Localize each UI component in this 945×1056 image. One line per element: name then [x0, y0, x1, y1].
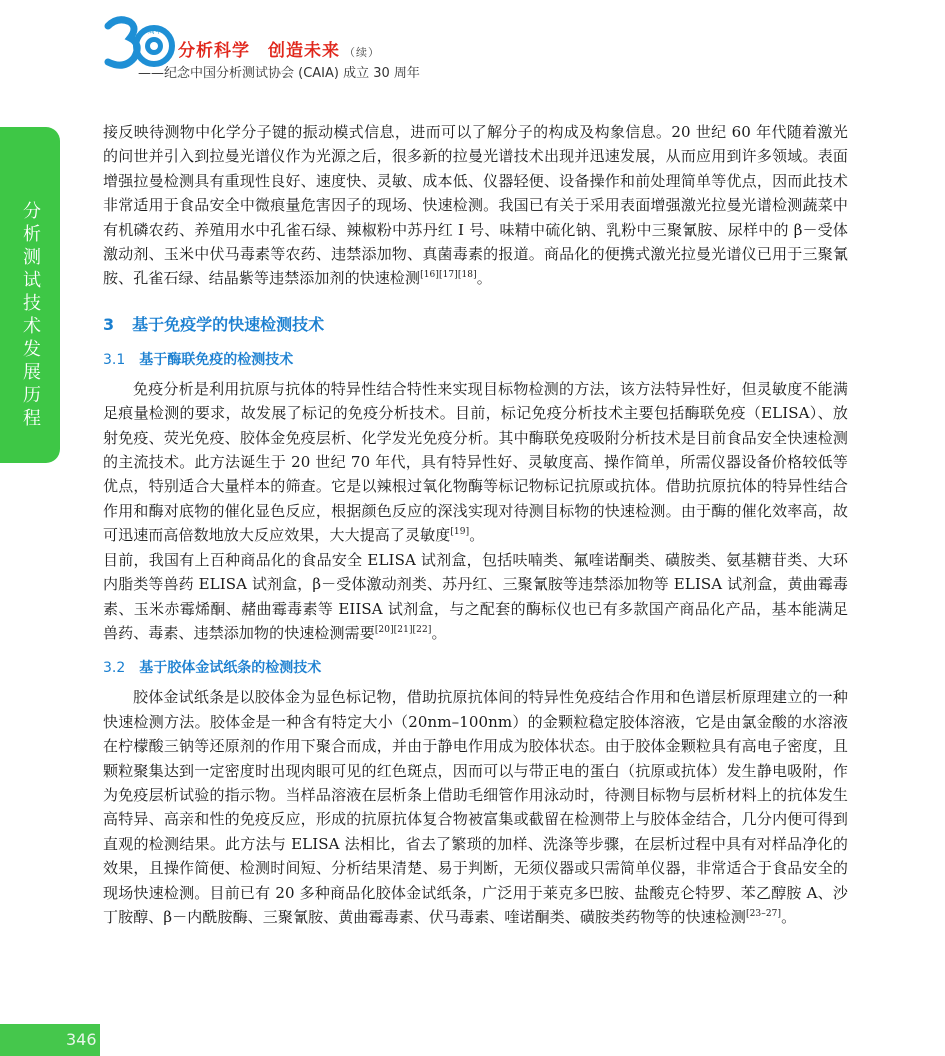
paragraph-elisa-kits-text: 目前，我国有上百种商品化的食品安全 ELISA 试剂盒，包括呋喃类、氟喹诺酮类、磺胺类、氨基糖苷类、大环内脂类等兽药 ELISA 试剂盒，β－受体激动剂类、苏丹红、三聚氰胺等违禁添加物等 ELISA 试剂盒，黄曲霉毒素、玉米赤霉烯酮、赭曲霉毒素等 EIISA 试剂盒，与之配套的酶标仪也已有多款国产商品化产品，基本能满足兽药、毒素、违禁添加物的快速检测需要 — [103, 550, 848, 642]
paragraph-elisa-kits — [103, 548, 848, 646]
subsection-title: 基于酶联免疫的检测技术 — [139, 351, 294, 368]
paragraph-elisa-text: 免疫分析是利用抗原与抗体的特异性结合特性来实现目标物检测的方法，该方法特异性好，但灵敏度不能满足痕量检测的要求，故发展了标记的免疫分析技术。目前，标记免疫分析技术主要包括酶联免疫（ELISA）、放射免疫、荧光免疫、胶体金免疫层析、化学发光免疫分析。其中酶联免疫吸附分析技术是目前食品安全快速检测的主流技术。此方法诞生于 20 世纪 70 年代，具有特异性好、灵敏度高、操作简单，所需仪器设备价格较低等优点，特别适合大量样本的筛查。它是以辣根过氧化物酶等标记物标记抗原或抗体。借助抗原抗体的特异性结合作用和酶对底物的催化显色反应，根据颜色反应的深浅实现对待测目标物的快速检测。由于酶的催化效率高，故可迅速而高倍数地放大反应效果，大大提高了灵敏度 — [103, 379, 848, 545]
header-title — [178, 36, 380, 61]
subsection-heading-3-1 — [103, 349, 848, 371]
paragraph-elisa — [103, 377, 848, 548]
paragraph-gold-strip-text: 胶体金试纸条是以胶体金为显色标记物，借助抗原抗体间的特异性免疫结合作用和色谱层析原理建立的一种快速检测方法。胶体金是一种含有特定大小（20nm–100nm）的金颗粒稳定胶体溶液，它是由氯金酸的水溶液在柠檬酸三钠等还原剂的作用下聚合而成，并由于静电作用成为胶体状态。由于胶体金颗粒具有高电子密度，且颗粒聚集达到一定密度时出现肉眼可见的红色斑点，因而可以与带正电的蛋白（抗原或抗体）发生静电吸附，作为免疫层析试验的指示物。当样品溶液在层析条上借助毛细管作用泳动时，待测目标物与层析材料上的抗体发生高特异、高亲和性的免疫反应，形成的抗原抗体复合物被富集或截留在检测带上与胶体金结合，几分内便可得到直观的检测结果。此方法与 ELISA 法相比，省去了繁琐的加样、洗涤等步骤，在层析过程中具有对样品净化的效果，且操作简便、检测时间短、分析结果清楚、易于判断，无须仪器或只需简单仪器，非常适合于食品安全的现场快速检测。目前已有 20 多种商品化胶体金试纸条，广泛用于莱克多巴胺、盐酸克仑特罗、苯乙醇胺 A、沙丁胺醇、β－内酰胺酶、三聚氰胺、黄曲霉毒素、伏马毒素、喹诺酮类、磺胺类药物等的快速检测 — [103, 688, 848, 926]
subsection-title: 基于胶体金试纸条的检测技术 — [139, 660, 322, 677]
section-number: 3 — [103, 314, 115, 334]
paragraph-raman — [103, 120, 848, 291]
header-title-text: 分析科学 创造未来 — [178, 41, 340, 61]
page-header — [100, 12, 700, 80]
section-title: 基于免疫学的快速检测技术 — [132, 314, 325, 334]
page-number: 346 — [66, 1030, 97, 1049]
header-title-suffix: （续） — [344, 46, 380, 59]
paragraph-end: 。 — [469, 526, 485, 545]
side-chapter-label: 分析测试技术发展历程 — [23, 201, 41, 429]
paragraph-end: 。 — [781, 907, 797, 926]
paragraph-raman-text: 接反映待测物中化学分子键的振动模式信息，进而可以了解分子的构成及构象信息。20 世纪 60 年代随着激光的问世并引入到拉曼光谱仪作为光源之后，很多新的拉曼光谱技术出现并迅速发展，从而应用到许多领域。表面增强拉曼检测具有重现性良好、速度快、灵敏、成本低、仪器轻便、设备操作和前处理简单等优点，因而此技术非常适用于食品安全中微痕量危害因子的现场、快速检测。我国已有关于采用表面增强激光拉曼光谱检测蔬菜中有机磷农药、养殖用水中孔雀石绿、辣椒粉中苏丹红 Ⅰ 号、味精中硫化钠、乳粉中三聚氰胺、尿样中的 β－受体激动剂、玉米中伏马毒素等农药、违禁添加物、真菌毒素的报道。商品化的便携式激光拉曼光谱仪已用于三聚氰胺、孔雀石绿、结晶紫等违禁添加剂的快速检测 — [103, 123, 848, 288]
subsection-number: 3.1 — [103, 351, 126, 368]
article-body — [103, 120, 848, 929]
section-heading-3 — [103, 313, 848, 337]
citation: [23–27] — [745, 908, 782, 919]
subsection-heading-3-2 — [103, 657, 848, 679]
paragraph-gold-strip — [103, 685, 848, 929]
citation: [20][21][22] — [374, 624, 432, 635]
paragraph-end: 。 — [431, 623, 447, 642]
citation: [19] — [450, 527, 470, 538]
paragraph-end: 。 — [476, 269, 492, 288]
subsection-number: 3.2 — [103, 660, 126, 677]
header-subtitle: ——纪念中国分析测试协会 (CAIA) 成立 30 周年 — [138, 66, 420, 81]
citation: [16][17][18] — [420, 270, 477, 281]
anniversary-label: 周年 — [148, 27, 162, 35]
